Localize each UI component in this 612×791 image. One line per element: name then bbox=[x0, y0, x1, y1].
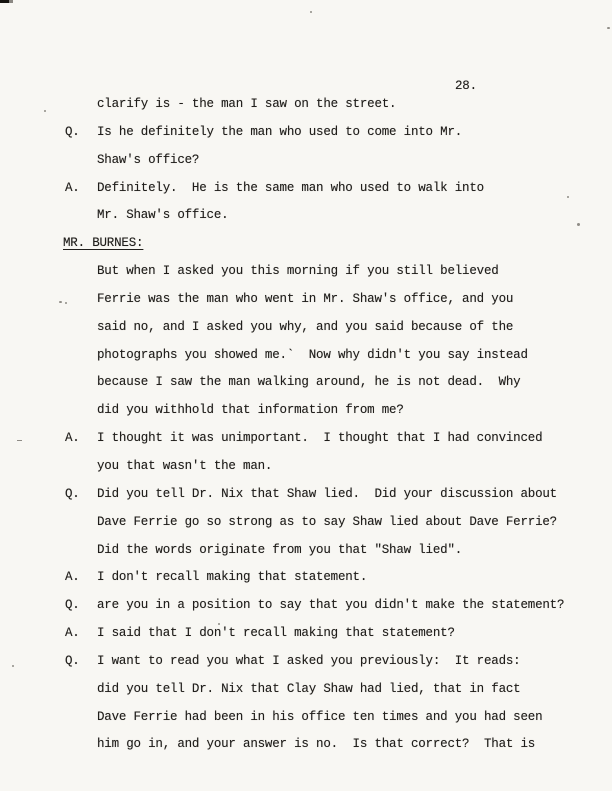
line-text: Is he definitely the man who used to come into Mr. bbox=[97, 124, 463, 139]
qa-label: Q. bbox=[65, 598, 80, 613]
transcript-line bbox=[0, 125, 612, 153]
line-text: Dave Ferrie had been in his office ten times and you had seen bbox=[97, 709, 543, 724]
transcript-line bbox=[0, 403, 612, 431]
transcript-line bbox=[0, 459, 612, 487]
line-text: Definitely. He is the same man who used to walk into bbox=[97, 180, 484, 195]
line-text: Dave Ferrie go so strong as to say Shaw lied about Dave Ferrie? bbox=[97, 514, 557, 529]
line-text: I don't recall making that statement. bbox=[97, 570, 368, 585]
transcript-line bbox=[0, 320, 612, 348]
line-text: Ferrie was the man who went in Mr. Shaw's office, and you bbox=[97, 291, 514, 306]
line-text: Did the words originate from you that "Shaw lied". bbox=[97, 542, 463, 557]
qa-label: Q. bbox=[65, 653, 80, 668]
line-text: Mr. Shaw's office. bbox=[97, 208, 229, 223]
transcript-line bbox=[0, 264, 612, 292]
transcript-line bbox=[0, 598, 612, 626]
transcript-line bbox=[0, 181, 612, 209]
line-text: But when I asked you this morning if you still believed bbox=[97, 264, 499, 279]
line-text: him go in, and your answer is no. Is that correct? That is bbox=[97, 737, 536, 752]
speaker-heading bbox=[0, 236, 612, 264]
line-text: said no, and I asked you why, and you said because of the bbox=[97, 319, 514, 334]
scan-artifact-corner bbox=[0, 0, 9, 3]
transcript-line bbox=[0, 570, 612, 598]
line-text: did you tell Dr. Nix that Clay Shaw had lied, that in fact bbox=[97, 681, 521, 696]
line-text: because I saw the man walking around, he is not dead. Why bbox=[97, 375, 521, 390]
transcript-line bbox=[0, 292, 612, 320]
transcript-line bbox=[0, 515, 612, 543]
scan-speck bbox=[310, 11, 312, 13]
line-text: you that wasn't the man. bbox=[97, 458, 273, 473]
line-text: are you in a position to say that you didn't make the statement? bbox=[97, 598, 565, 613]
transcript-line bbox=[0, 626, 612, 654]
qa-label: A. bbox=[65, 626, 80, 641]
qa-label: Q. bbox=[65, 486, 80, 501]
qa-label: A. bbox=[65, 431, 80, 446]
transcript-line bbox=[0, 543, 612, 571]
transcript-line bbox=[0, 97, 612, 125]
line-text: I want to read you what I asked you previously: It reads: bbox=[97, 653, 521, 668]
line-text: I thought it was unimportant. I thought that I had convinced bbox=[97, 431, 543, 446]
transcript-line bbox=[0, 682, 612, 710]
page-number: 28. bbox=[455, 79, 477, 93]
qa-label: Q. bbox=[65, 124, 80, 139]
transcript-line bbox=[0, 431, 612, 459]
transcript-line bbox=[0, 208, 612, 236]
qa-label: A. bbox=[65, 570, 80, 585]
line-text: Did you tell Dr. Nix that Shaw lied. Did your discussion about bbox=[97, 486, 557, 501]
line-text: MR. BURNES: bbox=[63, 236, 144, 251]
line-text: I said that I don't recall making that statement? bbox=[97, 626, 455, 641]
transcript-line bbox=[0, 737, 612, 765]
transcript-line bbox=[0, 375, 612, 403]
line-text: Shaw's office? bbox=[97, 152, 200, 167]
transcript-lines bbox=[0, 97, 612, 765]
transcript-line bbox=[0, 153, 612, 181]
scan-speck bbox=[607, 27, 610, 29]
line-text: photographs you showed me.` Now why didn't you say instead bbox=[97, 347, 528, 362]
transcript-line bbox=[0, 487, 612, 515]
qa-label: A. bbox=[65, 180, 80, 195]
transcript-line bbox=[0, 710, 612, 738]
line-text: clarify is - the man I saw on the street. bbox=[97, 97, 397, 111]
line-text: did you withhold that information from me? bbox=[97, 403, 404, 418]
transcript-line bbox=[0, 654, 612, 682]
transcript-line bbox=[0, 348, 612, 376]
